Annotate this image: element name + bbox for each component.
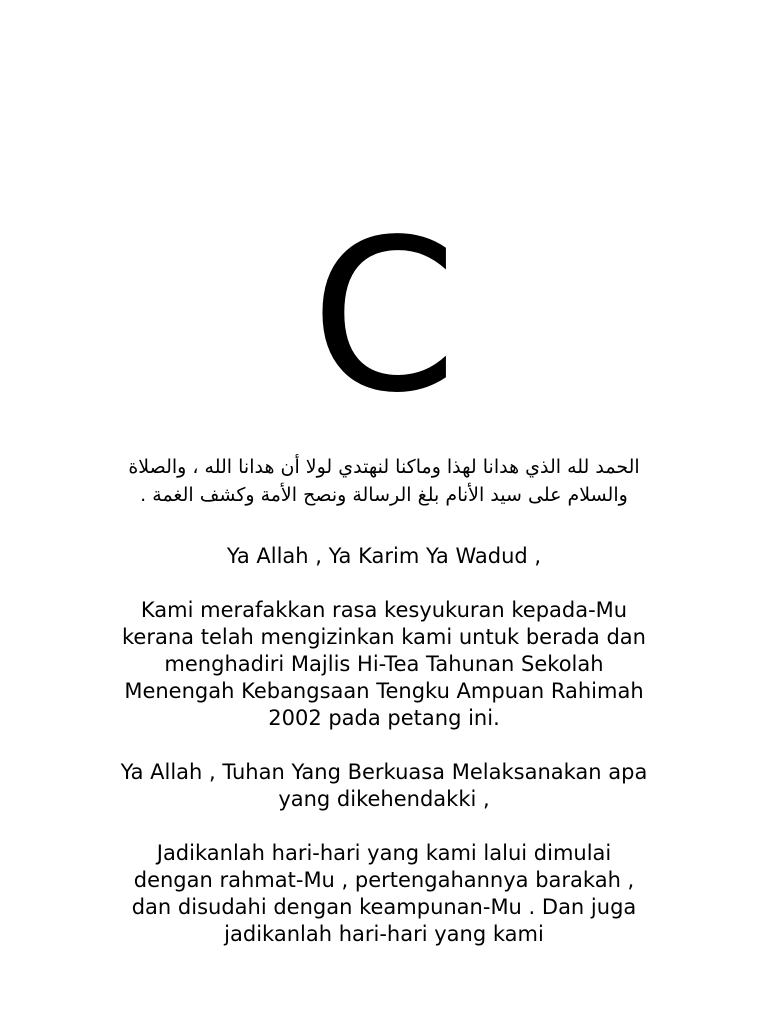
drop-cap-text: C	[310, 194, 458, 439]
paragraph-days: Jadikanlah hari-hari yang kami lalui dimulai dengan rahmat-Mu , pertengahannya barakah , dan disudahi dengan keampunan-Mu . Dan juga jadikanlah hari-hari yang kami	[131, 841, 637, 946]
paragraph-power: Ya Allah , Tuhan Yang Berkuasa Melaksanakan apa yang dikehendakki ,	[120, 760, 648, 811]
prayer-body	[114, 543, 654, 975]
drop-cap-letter	[0, 194, 768, 439]
paragraph-gratitude: Kami merafakkan rasa kesyukuran kepada-Mu kerana telah mengizinkan kami untuk berada dan menghadiri Majlis Hi-Tea Tahunan Sekolah Menengah Kebangsaan Tengku Ampuan Rahimah 2002 pada petang ini.	[122, 598, 646, 730]
paragraph-greeting: Ya Allah , Ya Karim Ya Wadud ,	[226, 544, 542, 568]
arabic-invocation: الحمد لله الذي هدانا لهذا وماكنا لنهتدي لولا أن هدانا الله ، والصلاة والسلام على سيد الأنام بلغ الرسالة ونصح الأمة وكشف الغمة .	[128, 456, 640, 506]
